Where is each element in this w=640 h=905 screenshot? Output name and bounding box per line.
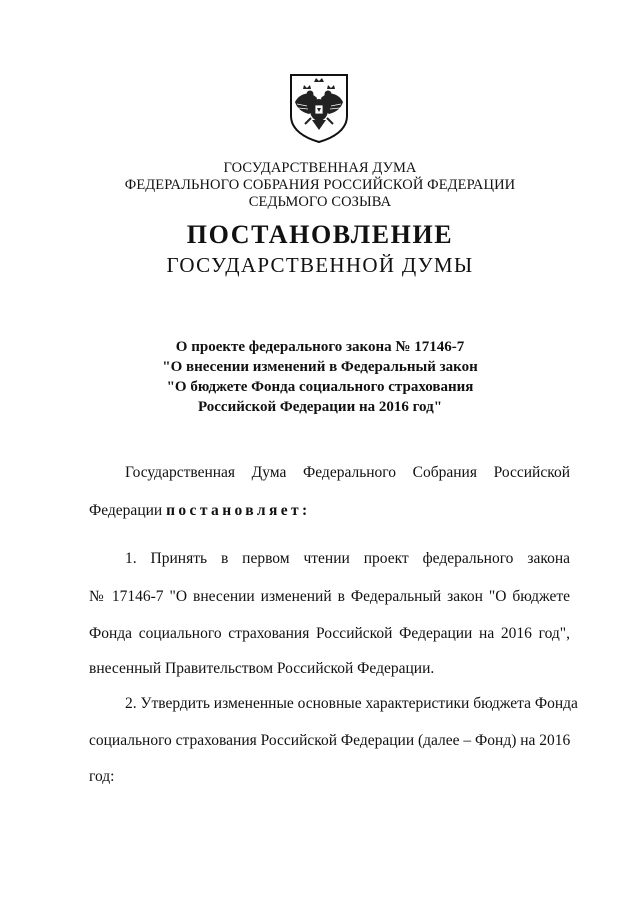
paragraph-1-line: № 17146-7 "О внесении изменений в Федеральный закон "О бюджете: [89, 588, 570, 605]
preamble-line: Государственная Дума Федерального Собрания Российской: [125, 464, 570, 481]
document-title: ПОСТАНОВЛЕНИЕ: [186, 220, 454, 249]
paragraph-1-line: внесенный Правительством Российской Федерации.: [89, 660, 435, 677]
preamble-line: [89, 501, 570, 521]
document-subtitle: ГОСУДАРСТВЕННОЙ ДУМЫ: [166, 253, 474, 277]
preamble-text: Федерации: [89, 502, 163, 519]
header-line-convocation: СЕДЬМОГО СОЗЫВА: [248, 194, 392, 210]
paragraph-1-line: Фонда социального страхования Российской Федерации на 2016 год",: [89, 625, 570, 642]
subject-line: О проекте федерального закона № 17146-7: [175, 339, 465, 355]
subject-line: Российской Федерации на 2016 год": [197, 399, 443, 415]
paragraph-2-line: 2. Утвердить измененные основные характеристики бюджета Фонда: [125, 695, 578, 712]
paragraph-2-line: год:: [89, 768, 115, 785]
paragraph-2-line: социального страхования Российской Федерации (далее – Фонд) на 2016: [89, 732, 571, 749]
header-line-duma: ГОСУДАРСТВЕННАЯ ДУМА: [223, 160, 417, 176]
document-subject: [0, 337, 640, 417]
subject-line: "О бюджете Фонда социального страхования: [166, 379, 474, 395]
subject-line: "О внесении изменений в Федеральный закон: [162, 359, 478, 375]
preamble-decision-word: постановляет:: [166, 502, 311, 519]
header-line-federal-assembly: ФЕДЕРАЛЬНОГО СОБРАНИЯ РОССИЙСКОЙ ФЕДЕРАЦИИ: [124, 177, 516, 193]
russian-coat-of-arms-icon: [287, 72, 351, 144]
paragraph-1-line: 1. Принять в первом чтении проект федерального закона: [125, 550, 570, 567]
